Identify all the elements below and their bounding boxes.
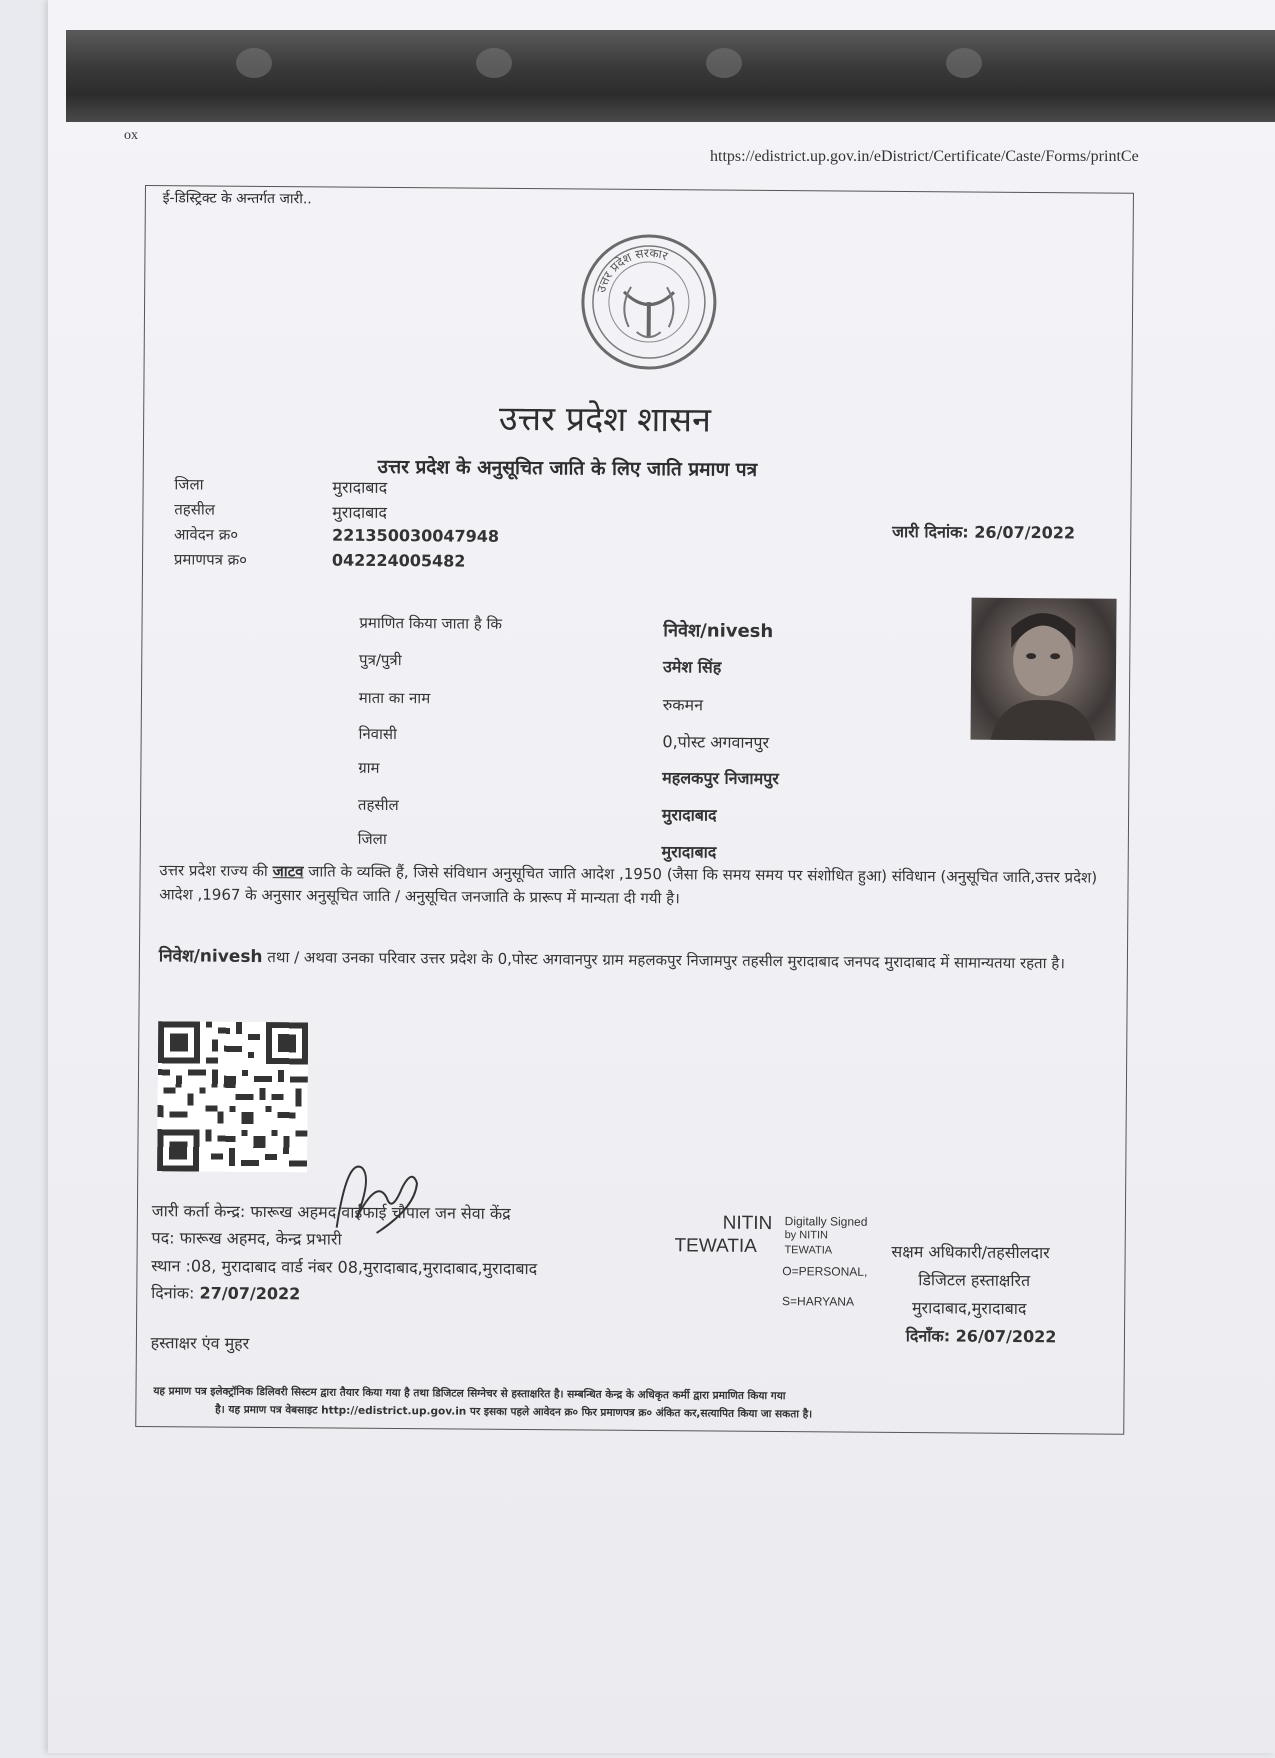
mother-name: रुकमन [662,695,704,715]
authority-date: दिनाँक: 26/07/2022 [905,1326,1057,1347]
digital-sign-line1: Digitally Signed [784,1214,868,1229]
village-label: ग्राम [358,758,380,777]
certificate-no-label: प्रमाणपत्र क्र० [173,550,248,569]
certificate-subtitle: उत्तर प्रदेश के अनुसूचित जाति के लिए जाति प्रमाण पत्र [377,455,758,481]
tehsil-detail-value: मुरादाबाद [661,805,717,825]
district-detail-value: मुरादाबाद [661,842,717,862]
application-no-label: आवेदन क्र० [174,525,239,544]
tehsil-label: तहसील [174,500,216,519]
district-label: जिला [174,475,204,494]
district-value: मुरादाबाद [332,477,388,498]
mother-label: माता का नाम [358,688,431,708]
tehsil-value: मुरादाबाद [332,502,388,523]
sign-and-seal-label: हस्ताक्षर एंव मुहर [150,1333,250,1353]
application-no-value: 221350030047948 [331,525,500,546]
qr-code [157,1021,308,1172]
digital-sign-line2: by NITIN [784,1229,829,1242]
certificate-title: उत्तर प्रदेश शासन [498,398,712,441]
caste-statement-pre: उत्तर प्रदेश राज्य की [159,861,273,881]
digital-sign-line5: S=HARYANA [782,1294,855,1309]
digital-signer-name-bottom: TEWATIA [674,1235,757,1257]
district-detail-label: जिला [357,829,387,849]
village-value: महलकपुर निजामपुर [662,768,779,789]
emblem-text: उत्तर प्रदेश सरकार [594,245,670,295]
corner-text: ox [124,128,138,143]
print-url: https://edistrict.up.gov.in/eDistrict/Certificate/Caste/Forms/printCe [710,148,1139,165]
issuer-centre: जारी कर्ता केन्द्र: फारूख अहमद वाईफाई चौपाल जन सेवा केंद्र [151,1201,511,1223]
certified-label: प्रमाणित किया जाता है कि [359,613,503,633]
caste-statement [159,858,1099,913]
issue-date: जारी दिनांक: 26/07/2022 [892,521,1076,543]
residence-statement [159,944,1099,975]
parent-label: पुत्र/पुत्री [359,650,402,670]
holder-name: निवेश/nivesh [663,620,774,643]
issuer-date-label: दिनांक: [151,1283,195,1303]
issuer-date [151,1281,300,1304]
issuer-post: पद: फारूख अहमद, केन्द्र प्रभारी [151,1228,342,1249]
issued-under-text: ई-डिस्ट्रिक्ट के अन्तर्गत जारी.. [162,190,312,208]
tehsil-detail-label: तहसील [357,795,399,815]
footer-line2: है। यह प्रमाण पत्र वेबसाइट http://edistrict.up.gov.in पर इसका पहले आवेदन क्र० फिर प्रमाणपत्र क्र० अंकित कर,सत्यापित किया जा सकता है। [215,1403,813,1421]
resident-label: निवासी [358,724,398,744]
authority-title: सक्षम अधिकारी/तहसीलदार [891,1241,1050,1263]
issuer-date-value: 27/07/2022 [199,1283,301,1304]
certificate-no-value: 042224005482 [331,550,466,571]
digital-sign-line3: TEWATIA [784,1244,833,1257]
authority-location: मुरादाबाद,मुरादाबाद [911,1298,1027,1319]
residence-holder-name: निवेश/nivesh [158,946,263,968]
caste-name: जाटव [272,862,304,881]
caste-statement-post: जाति के व्यक्ति हैं, जिसे संविधान अनुसूचित जाति आदेश ,1950 (जैसा कि समय समय पर संशोधित हुआ) संविधान (अनुसूचित जाति,उत्तर प्रदेश) आदेश ,1967 के अनुसार अनुसूचित जाति / अनुसूचित जनजाति के प्रारूप में मान्यता दी गयी है। [159,862,1098,908]
parent-name: उमेश सिंह [662,657,722,677]
footer-line1: यह प्रमाण पत्र इलेक्ट्रॉनिक डिलिवरी सिस्टम द्वारा तैयार किया गया है तथा डिजिटल सिग्नेचर से हस्ताक्षरित है। सम्बन्धित केन्द्र के अधिकृत कर्मी द्वारा प्रमाणित किया गया [153,1385,786,1403]
authority-digital-sign: डिजिटल हस्ताक्षरित [918,1270,1031,1291]
residence-text: तथा / अथवा उनका परिवार उत्तर प्रदेश के 0,पोस्ट अगवानपुर ग्राम महलकपुर निजामपुर तहसील मुरादाबाद जनपद मुरादाबाद में सामान्यतया रहता है। [262,948,1066,973]
resident-value: 0,पोस्ट अगवानपुर [662,732,770,753]
issuer-place: स्थान :08, मुरादाबाद वार्ड नंबर 08,मुरादाबाद,मुरादाबाद,मुरादाबाद [151,1256,538,1279]
digital-sign-line4: O=PERSONAL, [782,1264,868,1279]
up-government-emblem-icon [578,232,719,373]
digital-signer-name-top: NITIN [722,1212,773,1235]
holder-photo [970,598,1116,741]
